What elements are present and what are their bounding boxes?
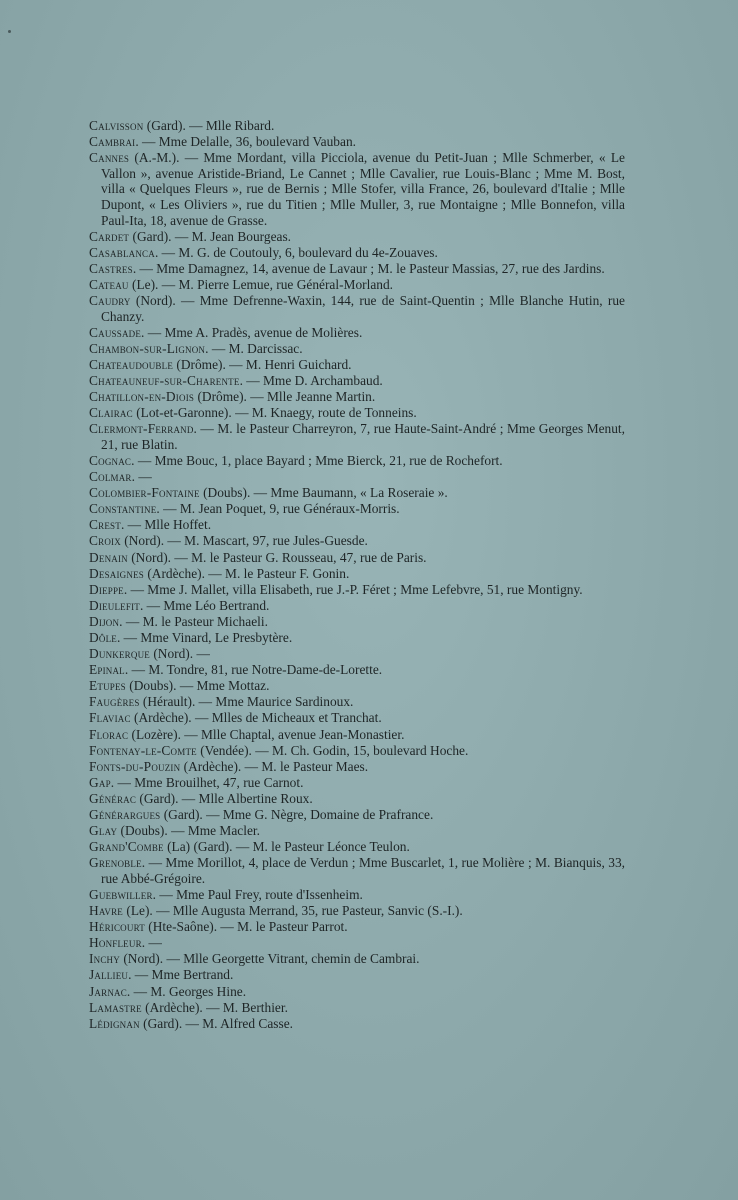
directory-entry <box>89 277 625 293</box>
entry-text: . — Mme Brouilhet, 47, rue Carnot. <box>110 774 304 790</box>
place-name: Grenoble <box>89 855 142 871</box>
place-name: Jarnac <box>89 983 127 999</box>
place-name: Honfleur <box>89 935 142 951</box>
directory-entry <box>89 951 625 967</box>
page-speck <box>8 30 11 33</box>
place-name: Etupes <box>89 678 126 694</box>
entry-text: (La) (Gard). — M. le Pasteur Léonce Teulon. <box>163 839 410 855</box>
directory-entry <box>89 614 625 630</box>
directory-entry <box>89 791 625 807</box>
entry-text: . — M. le Pasteur Charreyron, 7, rue Haute-Saint-André ; Mme Georges Menut, 21, rue Blatin. <box>101 421 625 452</box>
directory-entry <box>89 759 625 775</box>
place-name: Havre <box>89 903 124 919</box>
directory-entry <box>89 389 625 405</box>
directory-entry <box>89 293 625 324</box>
directory-entry <box>89 421 625 452</box>
entry-text: . — Mme Paul Frey, route d'Issenheim. <box>152 887 363 902</box>
place-name: Générargues <box>89 807 161 823</box>
place-name: Calvisson <box>89 118 144 133</box>
place-name: Grand'Combe <box>89 839 164 855</box>
entry-text: . — Mlle Hoffet. <box>120 517 212 533</box>
directory-entry <box>89 710 625 726</box>
directory-entry <box>89 855 625 886</box>
entry-text: . — Mme Damagnez, 14, avenue de Lavaur ; M. le Pasteur Massias, 27, rue des Jardins. <box>132 260 605 276</box>
entry-text: . — Mme J. Mallet, villa Elisabeth, rue J.-P. Féret ; Mme Lefebvre, 51, rue Montigny. <box>123 581 583 597</box>
place-name: Castres <box>89 260 133 276</box>
place-name: Florac <box>89 726 129 742</box>
directory-entry <box>89 245 625 261</box>
place-name: Dunkerque <box>89 646 150 662</box>
entry-text: . — M. Jean Poquet, 9, rue Généraux-Morris. <box>156 501 400 517</box>
directory-entry <box>89 775 625 791</box>
entry-text: (Gard). — Mme G. Nègre, Domaine de Prafrance. <box>160 807 434 823</box>
place-name: Cognac <box>89 452 132 468</box>
entry-text: (Gard). — Mlle Albertine Roux. <box>136 790 313 806</box>
entry-text: . — M. Darcissac. <box>205 340 303 356</box>
directory-entry <box>89 727 625 743</box>
entry-text: (A.-M.). — Mme Mordant, villa Picciola, avenue du Petit-Juan ; Mlle Schmerber, « Le Vallon », avenue Aristide-Briand, Le Cannet ; Mlle Cavalier, rue Louis-Blanc ; Mme M. Bost, villa « Quelques Fleurs », rue de Bernis ; Mlle Stofer, villa France, 26, boulevard d'Italie ; Mlle Dupont, « Les Oliviers », rue du Titien ; Mlle Muller, 3, rue Montaigne ; Mlle Bonnefon, villa Paul-Ita, 18, avenue de Grasse. <box>101 150 625 228</box>
entry-text: . — M. Tondre, 81, rue Notre-Dame-de-Lorette. <box>124 662 383 678</box>
entry-text: . — Mme Bouc, 1, place Bayard ; Mme Bierck, 21, rue de Rochefort. <box>131 452 503 468</box>
place-name: Jallieu <box>89 967 129 983</box>
directory-entry <box>89 919 625 935</box>
entry-text: (Le). — M. Pierre Lemue, rue Général-Morland. <box>128 276 394 292</box>
place-name: Epinal <box>89 662 125 678</box>
entry-text: (Drôme). — M. Henri Guichard. <box>173 356 352 372</box>
entry-text: . — Mme Vinard, Le Presbytère. <box>116 630 293 645</box>
directory-entry <box>89 1016 625 1032</box>
directory-entry <box>89 485 625 501</box>
entry-text: . — <box>141 935 162 951</box>
place-name: Gap <box>89 774 111 790</box>
place-name: Dijon <box>89 613 120 629</box>
place-name: Crest <box>89 517 121 533</box>
entry-text: . — Mme Morillot, 4, place de Verdun ; Mme Buscarlet, 1, rue Molière ; M. Bianquis, 33, rue Abbé-Grégoire. <box>101 855 625 886</box>
entry-text: . — Mme Léo Bertrand. <box>139 597 270 613</box>
place-name: Clermont-Ferrand <box>89 421 194 437</box>
directory-entry <box>89 469 625 485</box>
entry-text: (Lot-et-Garonne). — M. Knaegy, route de Tonneins. <box>132 405 417 421</box>
directory-entry <box>89 630 625 646</box>
directory-entry <box>89 935 625 951</box>
place-name: Colmar <box>89 469 132 485</box>
directory-entry <box>89 984 625 1000</box>
directory-entry <box>89 405 625 421</box>
entry-text: . — Mme Delalle, 36, boulevard Vauban. <box>135 134 356 150</box>
entry-text: (Ardèche). — M. le Pasteur F. Gonin. <box>143 565 350 581</box>
directory-entry <box>89 598 625 614</box>
directory-entry <box>89 229 625 245</box>
directory-entry <box>89 823 625 839</box>
entry-text: . — Mme A. Pradès, avenue de Molières. <box>141 324 363 340</box>
place-name: Dôle <box>89 630 117 645</box>
entry-text: . — M. G. de Coutouly, 6, boulevard du 4e-Zouaves. <box>154 244 438 260</box>
place-name: Constantine <box>89 501 157 517</box>
place-name: Dieulefit <box>89 597 140 613</box>
directory-entry <box>89 678 625 694</box>
entry-text: . — Mme D. Archambaud. <box>239 373 383 388</box>
entry-text: (Gard). — M. Alfred Casse. <box>139 1015 293 1031</box>
place-name: Générac <box>89 790 137 806</box>
place-name: Dieppe <box>89 581 124 597</box>
place-name: Fonts-du-Pouzin <box>89 758 181 774</box>
place-name: Chateaudouble <box>89 356 174 372</box>
entry-text: (Ardèche). — M. Berthier. <box>141 999 288 1015</box>
directory-entry <box>89 341 625 357</box>
place-name: Casablanca <box>89 244 155 260</box>
entry-text: (Gard). — Mlle Ribard. <box>143 118 275 133</box>
place-name: Croix <box>89 533 121 549</box>
entry-text: (Drôme). — Mlle Jeanne Martin. <box>194 389 376 405</box>
place-name: Cannes <box>89 150 130 166</box>
directory-entry <box>89 967 625 983</box>
directory-entry <box>89 517 625 533</box>
entry-text: (Nord). — <box>149 646 210 662</box>
directory-entry <box>89 903 625 919</box>
place-name: Denain <box>89 549 128 565</box>
place-name: Chambon-sur-Lignon <box>89 340 206 356</box>
entry-text: . — <box>131 469 152 485</box>
directory-entry <box>89 134 625 150</box>
entry-text: (Ardèche). — M. le Pasteur Maes. <box>180 758 369 774</box>
entry-text: (Doubs). — Mme Mottaz. <box>125 678 270 694</box>
directory-entry <box>89 373 625 389</box>
entry-text: . — Mme Bertrand. <box>128 967 234 983</box>
place-name: Desaignes <box>89 565 144 581</box>
entry-text: (Vendée). — M. Ch. Godin, 15, boulevard Hoche. <box>196 742 469 758</box>
place-name: Faugères <box>89 694 140 710</box>
place-name: Cardet <box>89 228 130 244</box>
directory-entry <box>89 694 625 710</box>
place-name: Clairac <box>89 405 133 421</box>
place-name: Colombier-Fontaine <box>89 485 200 501</box>
directory-entry <box>89 501 625 517</box>
entry-text: (Doubs). — Mme Baumann, « La Roseraie ». <box>199 485 448 501</box>
directory-entry <box>89 807 625 823</box>
place-name: Cambrai <box>89 134 136 150</box>
entry-text: (Le). — Mlle Augusta Merrand, 35, rue Pasteur, Sanvic (S.-I.). <box>123 903 463 919</box>
entry-text: (Gard). — M. Jean Bourgeas. <box>129 228 292 244</box>
entry-text: (Nord). — Mme Defrenne-Waxin, 144, rue de Saint-Quentin ; Mlle Blanche Hutin, rue Chanzy. <box>101 293 625 324</box>
entry-text: (Doubs). — Mme Macler. <box>117 823 260 839</box>
directory-entry <box>89 646 625 662</box>
place-name: Caussade <box>89 324 142 340</box>
entry-text: (Nord). — M. Mascart, 97, rue Jules-Guesde. <box>120 533 368 549</box>
directory-entry <box>89 887 625 903</box>
entry-text: (Nord). — M. le Pasteur G. Rousseau, 47, rue de Paris. <box>127 549 427 565</box>
directory-list <box>89 118 625 1032</box>
directory-entry <box>89 533 625 549</box>
directory-entry <box>89 453 625 469</box>
directory-entry <box>89 839 625 855</box>
directory-entry <box>89 1000 625 1016</box>
entry-text: (Hérault). — Mme Maurice Sardinoux. <box>139 694 354 710</box>
entry-text: . — M. Georges Hine. <box>126 983 247 999</box>
directory-entry <box>89 566 625 582</box>
place-name: Lamastre <box>89 999 142 1015</box>
directory-entry <box>89 325 625 341</box>
directory-entry <box>89 662 625 678</box>
place-name: Caudry <box>89 293 131 309</box>
place-name: Lédignan <box>89 1015 140 1031</box>
directory-entry <box>89 150 625 228</box>
directory-entry <box>89 357 625 373</box>
place-name: Héricourt <box>89 919 145 935</box>
entry-text: . — M. le Pasteur Michaeli. <box>119 613 268 629</box>
place-name: Fontenay-le-Comte <box>89 742 197 758</box>
place-name: Inchy <box>89 951 120 967</box>
place-name: Glay <box>89 823 118 839</box>
place-name: Chatillon-en-Diois <box>89 389 195 405</box>
place-name: Chateauneuf-sur-Charente <box>89 373 240 388</box>
entry-text: (Lozère). — Mlle Chaptal, avenue Jean-Monastier. <box>128 726 405 742</box>
directory-entry <box>89 582 625 598</box>
place-name: Flaviac <box>89 710 131 726</box>
entry-text: (Nord). — Mlle Georgette Vitrant, chemin de Cambrai. <box>119 951 420 967</box>
directory-entry <box>89 550 625 566</box>
entry-text: (Ardèche). — Mlles de Micheaux et Tranchat. <box>130 710 382 726</box>
entry-text: (Hte-Saône). — M. le Pasteur Parrot. <box>144 919 348 935</box>
place-name: Guebwiller <box>89 887 153 902</box>
directory-entry <box>89 118 625 134</box>
directory-entry <box>89 743 625 759</box>
place-name: Cateau <box>89 276 129 292</box>
directory-entry <box>89 261 625 277</box>
